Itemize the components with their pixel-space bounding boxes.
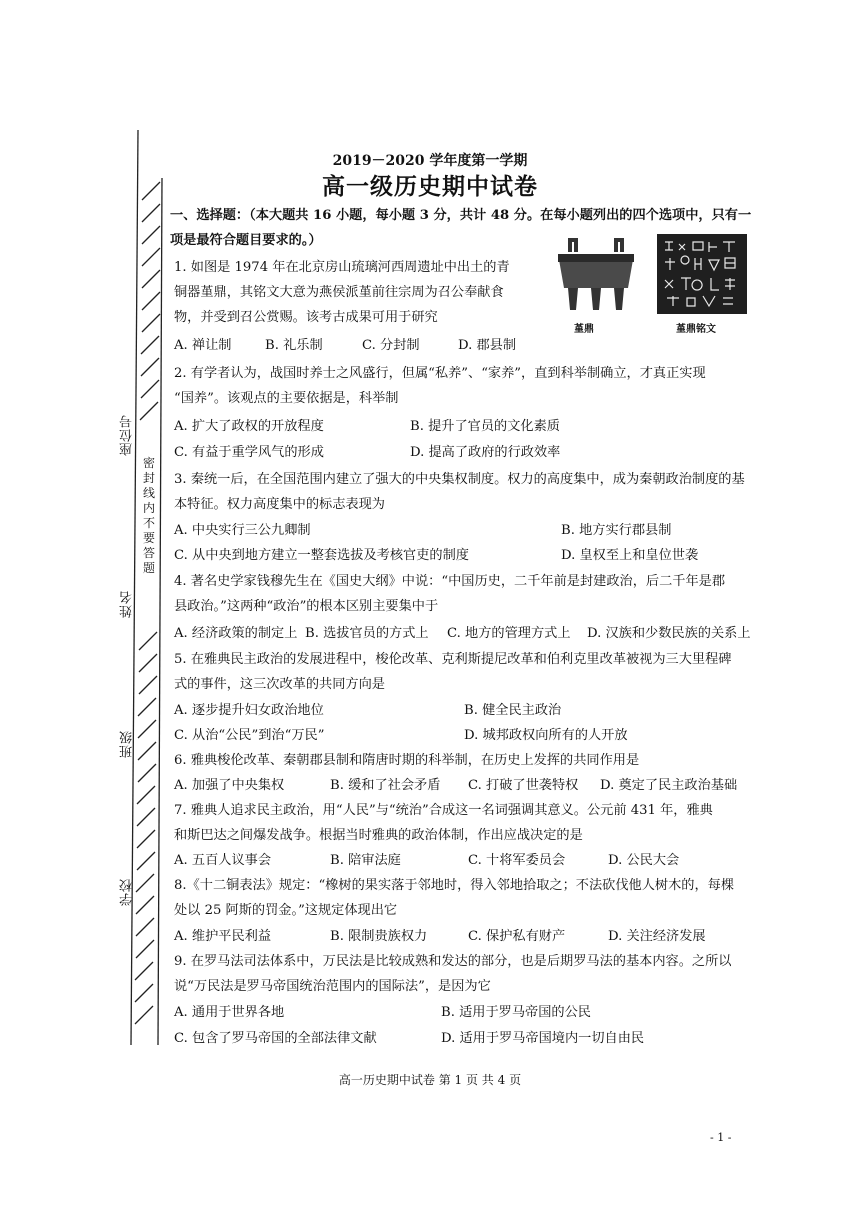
q5-stem-line2: 式的事件，这三次改革的共同方向是 [174,677,385,692]
q2-stem-line2: “国养”。该观点的主要依据是，科举制 [174,391,399,406]
q2-option-b[interactable]: B. 提升了官员的文化素质 [410,419,560,434]
q8-option-b[interactable]: B. 限制贵族权力 [330,929,428,944]
q3-stem-line2: 本特征。权力高度集中的标志表现为 [174,497,385,512]
q1-option-c[interactable]: C. 分封制 [362,338,420,353]
q6-option-d[interactable]: D. 奠定了民主政治基础 [600,778,738,793]
q9-option-c[interactable]: C. 包含了罗马帝国的全部法律文献 [174,1031,377,1046]
q7-option-a[interactable]: A. 五百人议事会 [174,853,272,868]
q5-option-d[interactable]: D. 城邦政权向所有的人开放 [464,728,628,743]
q3-option-c[interactable]: C. 从中央到地方建立一整套选拔及考核官吏的制度 [174,548,469,563]
q6-stem: 6. 雅典梭伦改革、秦朝郡县制和隋唐时期的科举制，在历史上发挥的共同作用是 [174,753,640,768]
q9-option-a[interactable]: A. 通用于世界各地 [174,1005,285,1020]
q2-option-c[interactable]: C. 有益于重学风气的形成 [174,445,324,460]
name-label: 姓名 [120,590,135,618]
inscription-rubbing-image [657,234,747,314]
q1-stem-line3: 物，并受到召公赏赐。该考古成果可用于研究 [174,310,438,325]
section-heading: 一、选择题：（本大题共 16 小题，每小题 3 分，共计 48 分。在每小题列出的四个选项中，只有一 [170,208,752,223]
q7-stem-line2: 和斯巴达之间爆发战争。根据当时雅典的政治体制，作出应战决定的是 [174,828,583,843]
q9-option-d[interactable]: D. 适用于罗马帝国境内一切自由民 [441,1031,645,1046]
q4-stem-line2: 县政治。”这两种“政治”的根本区别主要集中于 [174,599,439,614]
q1-stem: 1. 如图是 1974 年在北京房山琉璃河西周遗址中出土的青 [174,260,510,275]
q2-stem: 2. 有学者认为，战国时养士之风盛行，但属“私养”、“家养”，直到科举制确立，才真正实现 [174,366,706,381]
page-number: - 1 - [710,1131,732,1144]
q8-stem: 8.《十二铜表法》规定：“橡树的果实落于邻地时，得入邻地拾取之；不法砍伐他人树木的，每棵 [174,878,735,893]
school-year-title: 2019－2020 学年度第一学期 [332,153,528,169]
q1-stem-line2: 铜器堇鼎，其铭文大意为燕侯派堇前往宗周为召公奉献食 [174,285,504,300]
q7-option-d[interactable]: D. 公民大会 [608,853,680,868]
q5-option-a[interactable]: A. 逐步提升妇女政治地位 [174,703,324,718]
bronze-vessel-caption: 堇鼎 [574,324,594,335]
q5-option-b[interactable]: B. 健全民主政治 [464,703,562,718]
seal-line-notice: 密 封 线 内 不 要 答 题 [142,456,155,575]
q3-option-a[interactable]: A. 中央实行三公九卿制 [174,523,311,538]
q3-stem: 3. 秦统一后，在全国范围内建立了强大的中央集权制度。权力的高度集中，成为秦朝政治制度的基 [174,472,745,487]
q7-option-c[interactable]: C. 十将军委员会 [468,853,566,868]
class-label: 班级 [120,730,135,758]
q4-option-a[interactable]: A. 经济政策的制定上 [174,626,298,641]
q2-option-d[interactable]: D. 提高了政府的行政效率 [410,445,561,460]
q6-option-b[interactable]: B. 缓和了社会矛盾 [330,778,441,793]
inscription-caption: 堇鼎铭文 [676,324,716,335]
q4-option-b[interactable]: B. 选拔官员的方式上 [305,626,429,641]
q5-stem: 5. 在雅典民主政治的发展进程中，梭伦改革、克利斯提尼改革和伯利克里改革被视为三大里程碑 [174,652,732,667]
q7-option-b[interactable]: B. 陪审法庭 [330,853,401,868]
q3-option-d[interactable]: D. 皇权至上和皇位世袭 [561,548,699,563]
q3-option-b[interactable]: B. 地方实行郡县制 [561,523,672,538]
page-footer: 高一历史期中试卷 第 1 页 共 4 页 [338,1073,522,1087]
q1-option-a[interactable]: A. 禅让制 [174,338,232,353]
q6-option-c[interactable]: C. 打破了世袭特权 [468,778,579,793]
q8-stem-line2: 处以 25 阿斯的罚金。”这规定体现出它 [174,903,398,918]
q9-option-b[interactable]: B. 适用于罗马帝国的公民 [441,1005,591,1020]
q6-option-a[interactable]: A. 加强了中央集权 [174,778,285,793]
q4-stem: 4. 著名史学家钱穆先生在《国史大纲》中说：“中国历史，二千年前是封建政治，后二千年是郡 [174,574,726,589]
q5-option-c[interactable]: C. 从治“公民”到治“万民” [174,728,325,743]
q8-option-c[interactable]: C. 保护私有财产 [468,929,566,944]
exam-title: 高一级历史期中试卷 [322,173,538,200]
q4-option-d[interactable]: D. 汉族和少数民族的关系上 [587,626,751,641]
q2-option-a[interactable]: A. 扩大了政权的开放程度 [174,419,324,434]
q1-option-d[interactable]: D. 郡县制 [458,338,517,353]
q9-stem: 9. 在罗马法司法体系中，万民法是比较成熟和发达的部分，也是后期罗马法的基本内容。之所以 [174,954,732,969]
q1-option-b[interactable]: B. 礼乐制 [265,338,323,353]
q8-option-d[interactable]: D. 关注经济发展 [608,929,706,944]
section-heading-cont: 项是最符合题目要求的。） [170,233,322,248]
q7-stem: 7. 雅典人追求民主政治，用“人民”与“统治”合成这一名词强调其意义。公元前 431 年，雅典 [174,803,713,818]
q4-option-c[interactable]: C. 地方的管理方式上 [447,626,571,641]
q9-stem-line2: 说“万民法是罗马帝国统治范围内的国际法”，是因为它 [174,979,491,994]
bronze-vessel-image [550,232,642,314]
q8-option-a[interactable]: A. 维护平民利益 [174,929,272,944]
seat-number-label: 座位号 [120,414,135,456]
school-label: 学校 [120,878,135,906]
